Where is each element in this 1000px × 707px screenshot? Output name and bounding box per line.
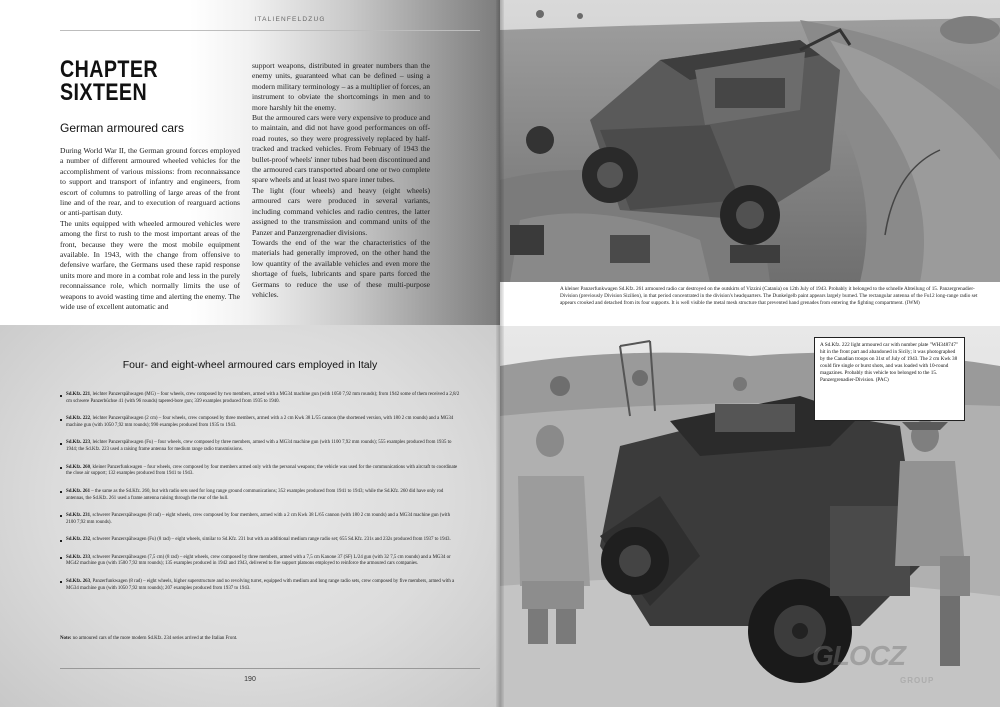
chapter-heading: [60, 58, 158, 104]
list-item: [60, 513, 460, 527]
vehicle-name: Sd.Kfz. 260: [66, 464, 91, 470]
vehicle-name: Sd.Kfz. 261: [66, 488, 91, 494]
vehicle-description: , leichter Panzerspähwagen (MG) – four wheels, crew composed by two members, armed with a MG34 machine gun (with 1050 7,92 mm rounds); from 1942 some of them received a 2,8/2 cm schwere Panzerbüchse 41 (with 96 rounds) tapered-bore gun; 339 examples produced from 1935 to 1940.: [66, 392, 460, 404]
paragraph: support weapons, distributed in greater numbers than the enemy units, guaranteed what can be defined – using a modern military terminology – as a multiplier of forces, an instrument to obviate the shortcomings in men and to more harshly hit the enemy.: [252, 61, 430, 112]
vehicle-name: Sd.Kfz. 233: [66, 554, 91, 560]
vehicle-description: , schwerer Panzerspähwagen (7,5 cm) (8 rad) – eight wheels, crew composed by three members, armed with a 7,5 cm Kanone 37 (SF) L/24 gun (with 32 7,5 cm rounds) and a MG34 or MG42 machine gun (with 1500 7,92 mm rounds); 135 examples produced in 1942 and 1943, delivered to fire support platoons employed to reinforce the armoured cars companies.: [66, 554, 451, 567]
vehicle-name: Sd.Kfz. 223: [66, 440, 91, 446]
photo-caption-box: A Sd.Kfz. 222 light armoured car with number plate "WH348747" hit in the front part and abandoned in Sicily; it was photographed by the Canadian troops on 31st of July of 1943. The 2 cm Kwk 38 could fire single or burst shots, and was loaded with 10-round magazines. Probably this vehicle too belonged to the 15. Panzergrenadier-Division. (PAC): [814, 337, 965, 421]
sidebar-box-title: Four- and eight-wheel armoured cars employed in Italy: [122, 359, 378, 371]
vehicle-description: – the same as the Sd.Kfz. 260, but with radio sets used for long range ground communications; 352 examples produced from 1941 to 1943; while the Sd.Kfz. 260 did have only rod antennas, the Sd.Kfz. 261 used a frame antenna raising through the rear of the hull.: [66, 488, 444, 501]
footer-rule: [60, 668, 480, 669]
paragraph: But the armoured cars were very expensive to produce and to maintain, and did not have good performances on off-road routes, so they were progressively replaced by half-tracked and tracked vehicles. From February of 1943 the bullet-proof wheels' inner tubes had been discontinued and the armoured cars transported aboard one or two complete spare wheels and at least two spare inner tubes.: [252, 113, 430, 185]
list-item: [60, 465, 460, 479]
vehicle-description: , leichter Panzerspähwagen (2 cm) – four wheels, crew composed by three members, armed with a 2 cm Kwk 38 L/55 cannon (the shortened version, with 180 2 cm rounds) and a MG34 machine gun (with 1050 7,92 mm rounds); 990 examples produced from 1935 to 1943.: [66, 416, 454, 428]
vehicle-name: Sd.Kfz. 231: [66, 512, 91, 518]
list-item: [60, 555, 460, 569]
vehicle-description: , leichter Panzerspähwagen (Fu) – four wheels, crew composed by three members, armed with a MG34 machine gun (with 1100 7,92 mm rounds); 555 examples produced from 1935 to 1944; the Sd.Kfz. 223 used a raising frame antenna for medium range radio transmissions.: [66, 440, 452, 453]
paragraph: During World War II, the German ground forces employed a number of different armoured wheeled vehicles for the accomplishment of various missions: from reconnaissance to support and transport of infantry and engineers, from escort of columns to patrolling of large areas of the front line and of the rear, and to execution of rearguard actions or anti-partisan duty.: [60, 146, 240, 218]
page-number: 190: [244, 676, 256, 683]
sidebar-note: [60, 636, 460, 643]
note-label: Note:: [60, 636, 72, 641]
book-gutter: [496, 0, 504, 707]
section-title: German armoured cars: [60, 121, 185, 135]
watermark-logo: GLOCZ: [812, 640, 905, 671]
photo-caption-top: A kleiner Panzerfunkwagen Sd.Kfz. 261 armoured radio car destroyed on the outskirts of Vizzini (Catania) on 12th July of 1943. Probably it belonged to the schnelle Abteilung of 15. Panzergrenadier-Division (previously Division Sizilien), in that period concentrated in the division's headquarters. The Dunkelgelb paint appears largely burned. The rectangular antenna of the Fu12 long-range radio set appears crooked and detached from its four supports. It is well visible the metal mesh structure that prevented hand grenades from entering the fighting compartment. (IWM): [560, 286, 978, 306]
vehicle-name: Sd.Kfz. 222: [66, 416, 91, 422]
note-text: no armoured cars of the more modern Sd.Kfz. 234 series arrived at the Italian Front.: [71, 636, 238, 641]
list-item: [60, 416, 460, 430]
chapter-number: SIXTEEN: [60, 79, 148, 106]
vehicle-list: [60, 392, 460, 603]
list-item: [60, 489, 460, 503]
photo-destroyed-radio-car: [500, 0, 1000, 282]
vehicle-name: Sd.Kfz. 263: [66, 578, 91, 584]
list-item: [60, 579, 460, 593]
body-column-2: [252, 61, 430, 300]
list-item: [60, 392, 460, 406]
list-item: [60, 440, 460, 454]
chapter-label: CHAPTER: [60, 56, 159, 83]
paragraph: Towards the end of the war the characteristics of the materials had generally improved, on the other hand the low quantity of the available vehicles and even more the shortage of fuels, lubricants and spare parts forced the Germans to reduce the use of these multi-purpose vehicles.: [252, 237, 430, 299]
photo-image: [500, 0, 1000, 282]
watermark-subtext: GROUP: [900, 676, 935, 685]
right-page: [500, 0, 1000, 707]
vehicle-description: , kleiner Panzerfunkwagen – four wheels, crew composed by four members armed only with the personal weapons; the vehicle was used for the communications with aircraft to coordinate the close air support; 132 examples produced from 1941 to 1943.: [66, 464, 458, 477]
vehicle-name: Sd.Kfz. 232: [66, 537, 91, 543]
vehicle-description: , Panzerfunkwagen (8 rad) – eight wheels, higher superstructure and no revolving turret, equipped with medium and long range radio sets, crew composed by five members, armed with a MG34 machine gun (with 1050 7,92 mm rounds); 207 examples produced from 1937 to 1943.: [66, 578, 455, 591]
paragraph: The light (four wheels) and heavy (eight wheels) armoured cars were produced in several variants, including command vehicles and radio centres, the latter assigned to the transmission and command units of the Panzer and Panzergrenadier divisions.: [252, 185, 430, 237]
vehicle-description: , schwerer Panzerspähwagen (Fu) (8 rad) – eight wheels, similar to Sd.Kfz. 231 but with an additional medium range radio set; 655 Sd.Kfz. 231s and 232s produced from 1937 to 1943.: [90, 537, 451, 543]
list-item: [60, 537, 460, 544]
vehicle-description: , schwerer Panzerspähwagen (8 rad) – eight wheels, crew composed by four members, armed with a 2 cm Kwk 38 L/65 cannon (with 180 2 cm rounds) and a MG34 machine gun (with 2100 7,92 mm rounds).: [66, 512, 451, 525]
paragraph: The units equipped with wheeled armoured vehicles were among the first to rush to the most important areas of the front, because they were the most mobile equipment available. In 1943, with the change from offensive to defensive warfare, the Germans used these rapid response units more and more in a combat role and less in the purely reconnaissance role, which normally limits the use of weapons to avoid wasting time and alerting the enemy. The wide use of excellent automatic and: [60, 218, 240, 312]
header-rule: [60, 30, 480, 31]
vehicle-name: Sd.Kfz. 221: [66, 392, 91, 397]
running-head: ITALIENFELDZUG: [254, 16, 326, 23]
body-column-1: [60, 146, 240, 313]
